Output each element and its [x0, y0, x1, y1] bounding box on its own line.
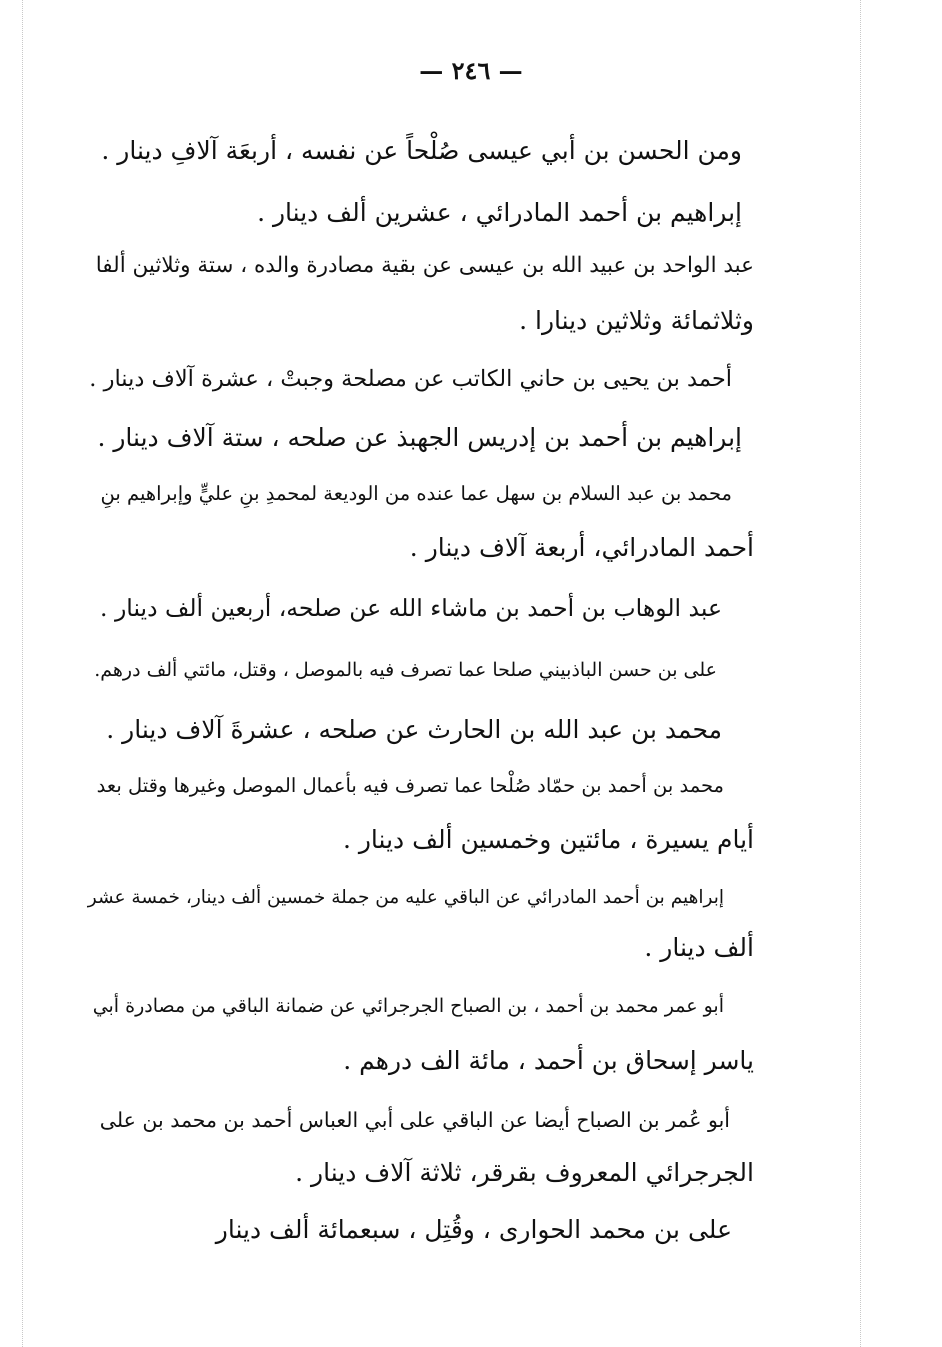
- text-line-10: على بن حسن الباذبيني صلحا عما تصرف فيه بالموصل ، وقتل، مائتي ألف درهم.: [94, 659, 717, 681]
- text-line-12: محمد بن أحمد بن حمّاد صُلْحا عما تصرف فيه بأعمال الموصل وغيرها وقتل بعد: [96, 774, 724, 797]
- text-line-1: ومن الحسن بن أبي عيسى صُلْحاً عن نفسه ، أربعَة آلافِ دينار .: [101, 136, 742, 165]
- text-line-18: أبو عُمر بن الصباح أيضا عن الباقي على أبي العباس أحمد بن محمد بن على: [99, 1108, 730, 1132]
- text-line-9: عبد الوهاب بن أحمد بن ماشاء الله عن صلحه، أربعين ألف دينار .: [100, 594, 722, 622]
- text-line-20: على بن محمد الحوارى ، وقُتِل ، سبعمائة ألف دينار: [215, 1215, 732, 1244]
- text-line-11: محمد بن عبد الله بن الحارث عن صلحه ، عشرةَ آلاف دينار .: [106, 715, 722, 744]
- text-line-5: أحمد بن يحيى بن حاني الكاتب عن مصلحة وجبتْ ، عشرة آلاف دينار .: [89, 366, 732, 392]
- text-line-8: أحمد المادرائي، أربعة آلاف دينار .: [409, 533, 754, 562]
- text-line-14: إبراهيم بن أحمد المادرائي عن الباقي عليه من جملة خمسين ألف دينار، خمسة عشر: [87, 887, 724, 908]
- text-line-15: ألف دينار .: [644, 933, 754, 962]
- page-number: — ٢٤٦ —: [419, 56, 523, 85]
- text-line-4: وثلاثمائة وثلاثين دينارا .: [519, 306, 754, 335]
- text-line-7: محمد بن عبد السلام بن سهل عما عنده من الوديعة لمحمدِ بنِ عليٍّ وإبراهيم بنِ: [100, 482, 732, 505]
- text-line-16: أبو عمر محمد بن أحمد ، بن الصباح الجرجرائي عن ضمانة الباقي من مصادرة أبي: [92, 995, 724, 1017]
- text-line-6: إبراهيم بن أحمد بن إدريس الجهبذ عن صلحه ، ستة آلاف دينار .: [97, 423, 742, 452]
- page-edge-left: [22, 0, 23, 1347]
- text-line-2: إبراهيم بن أحمد المادرائي ، عشرين ألف دينار .: [257, 198, 742, 227]
- text-line-19: الجرجرائي المعروف بقرقر، ثلاثة آلاف دينار .: [295, 1158, 754, 1187]
- page-edge-right: [860, 0, 861, 1347]
- text-line-13: أيام يسيرة ، مائتين وخمسين ألف دينار .: [342, 825, 754, 854]
- text-line-3: عبد الواحد بن عبيد الله بن عيسى عن بقية مصادرة والده ، ستة وثلاثين ألفا: [95, 253, 754, 278]
- text-line-17: ياسر إسحاق بن أحمد ، مائة الف درهم .: [343, 1046, 754, 1075]
